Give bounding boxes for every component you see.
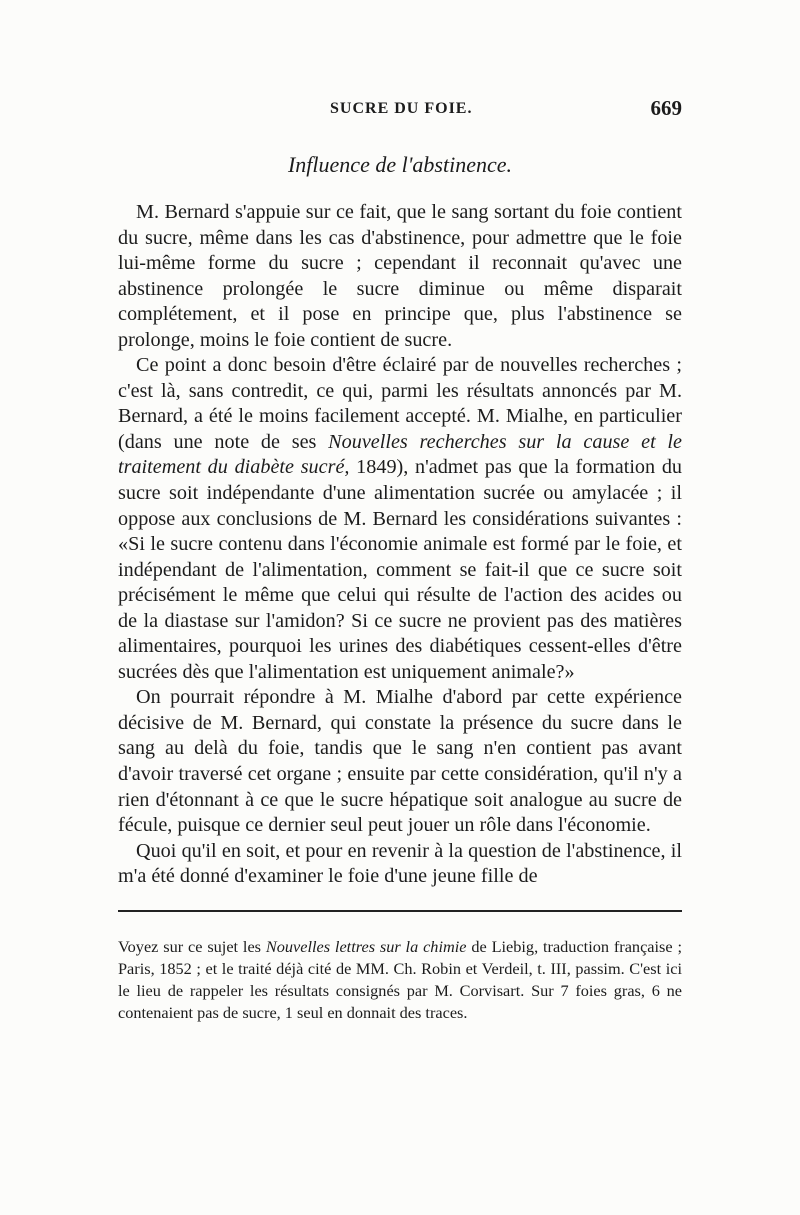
body-text [118,200,682,890]
book-title-italic: Nouvelles recherches sur la cause et le traitement du diabète sucré, [118,430,683,479]
paragraph-text: M. Bernard s'appuie sur ce fait, que le sang sortant du foie contient du sucre, même dans les cas d'abstinence, pour admettre que le foie lui-même forme du sucre ; cependant il reconnait qu'avec une abstinence prolongée le sucre diminue ou même disparait complétement, et il pose en principe que, plus l'abstinence se prolonge, moins le foie contient de sucre. [118,201,682,351]
paragraph-2 [118,353,682,685]
page-number: 669 [650,96,682,120]
paragraph-text: On pourrait répondre à M. Mialhe d'abord par cette expérience décisive de M. Bernard, qui constate la présence du sucre dans le sang au delà du foie, tandis que le sang n'en contient pas avant d'avoir traversé cet organe ; ensuite par cette considération, qu'il n'y a rien d'étonnant à ce que le sucre hépatique soit analogue au sucre de fécule, puisque ce dernier seul peut jouer un rôle dans l'économie. [118,686,682,837]
paragraph-1 [118,200,682,353]
paragraph-text: Quoi qu'il en soit, et pour en revenir à la question de l'abstinence, il m'a été donné d'examiner le foie d'une jeune fille de [118,839,682,888]
footnote-divider [118,910,682,912]
paragraph-3 [118,685,682,838]
footnote-text: de Liebig, traduction française ; Paris, 1852 ; et le traité déjà cité de MM. Ch. Robin et Verdeil, t. III, passim. C'est ici le lieu de rappeler les résultats consignés par M. Corvisart. Sur 7 foies gras, 6 ne contenaient pas de sucre, 1 seul en donnait des traces. [118,936,682,1022]
footnote [118,936,682,1024]
book-page [118,96,682,1024]
paragraph-4 [118,839,682,890]
footnote-italic-title: Nouvelles lettres sur la chimie [265,936,467,956]
footnote-text: Voyez sur ce sujet les [118,936,266,956]
running-head [118,96,682,126]
section-title: Influence de l'abstinence. [287,152,512,177]
running-title: SUCRE DU FOIE. [330,100,473,117]
paragraph-text: 1849), n'admet pas que la formation du sucre soit indépendante d'une alimentation sucrée ou amylacée ; il oppose aux conclusions de M. Bernard les considérations suivantes : «Si le sucre contenu dans l'économie animale est formé par le foie, et indépendant de l'alimentation, comment se fait-il que ce sucre soit précisément le même que celui qui résulte de l'action des acides ou de la diastase sur l'amidon? Si ce sucre ne provient pas des matières alimentaires, pourquoi les urines des diabétiques cessent-elles d'être sucrées dès que l'alimentation est uniquement animale?» [118,456,683,683]
paragraph-text: Ce point a donc besoin d'être éclairé par de nouvelles recherches ; c'est là, sans contredit, ce qui, parmi les résultats annoncés par M. Bernard, a été le moins facilement accepté. M. Mialhe, en particulier (dans une note de ses [118,354,682,453]
